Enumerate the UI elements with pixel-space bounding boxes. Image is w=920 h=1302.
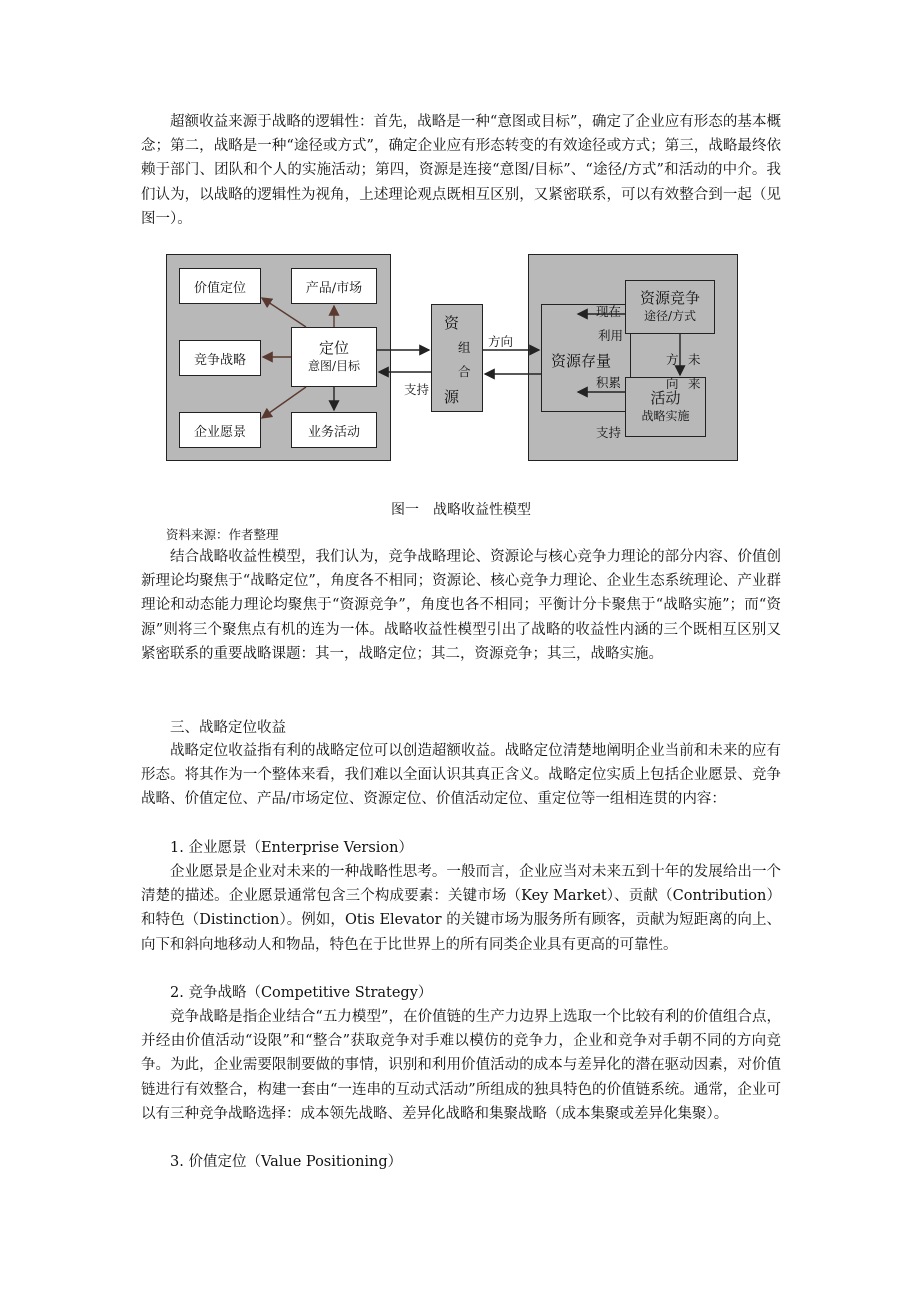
direction-vertical-1: 方 (666, 352, 679, 367)
business-activity-box: 业务活动 (291, 412, 377, 448)
paragraph-4: 企业愿景是企业对未来的一种战略性思考。一般而言，企业应当对未来五到十年的发展给出一个清楚的描述。企业愿景通常包含三个构成要素：关键市场（Key Market）、贡献（Contribution）和特色（Distinction）。例如，Otis Elevator 的关键市场为服务所有顾客，贡献为短距离的向上、向下和斜向地移动人和物品，特色在于比世界上的所有同类企业具有更高的可靠性。 (141, 864, 781, 953)
accumulate-label: 积累 (596, 375, 622, 390)
resource-char-2: 组 (458, 340, 471, 355)
item-3-heading: 3. 价值定位（Value Positioning） (170, 1154, 403, 1170)
direction-vertical-2: 向 (666, 376, 679, 391)
activity-title: 活动 (650, 389, 681, 407)
positioning-title: 定位 (318, 339, 349, 357)
future-vertical-1: 未 (688, 352, 701, 367)
resource-competition-title: 资源竞争 (639, 289, 700, 307)
paragraph-2: 结合战略收益性模型，我们认为，竞争战略理论、资源论与核心竞争力理论的部分内容、价值创新理论均聚焦于“战略定位”，角度各不相同；资源论、核心竞争力理论、企业生态系统理论、产业群理论和动态能力理论均聚焦于“资源竞争”，角度也各不相同；平衡计分卡聚焦于“战略实施”；而“资源”则将三个聚焦点有机的连为一体。战略收益性模型引出了战略的收益性内涵的三个既相互区别又紧密联系的重要战略课题：其一，战略定位；其二，资源竞争；其三，战略实施。 (141, 549, 781, 662)
resource-char-3: 合 (458, 364, 471, 379)
direction-label: 方向 (488, 334, 514, 349)
use-label: 利用 (598, 328, 624, 343)
enterprise-vision-box: 企业愿景 (179, 412, 261, 448)
diagram-arrows (166, 254, 738, 462)
activity-subtitle: 战略实施 (641, 409, 690, 423)
item-2-heading: 2. 竞争战略（Competitive Strategy） (170, 985, 433, 1001)
positioning-subtitle: 意图/目标 (307, 359, 361, 373)
resource-char-1: 资 (444, 314, 460, 332)
section-heading: 三、战略定位收益 (170, 720, 286, 736)
competitive-strategy-box: 竞争战略 (179, 340, 261, 376)
future-vertical-2: 来 (688, 376, 701, 391)
support-label-left: 支持 (404, 382, 430, 397)
resource-char-4: 源 (444, 388, 460, 406)
resource-competition-subtitle: 途径/方式 (643, 309, 697, 323)
paragraph-3: 战略定位收益指有利的战略定位可以创造超额收益。战略定位清楚地阐明企业当前和未来的应有形态。将其作为一个整体来看，我们难以全面认识其真正含义。战略定位实质上包括企业愿景、竞争战略、价值定位、产品/市场定位、资源定位、价值活动定位、重定位等一组相连贯的内容： (141, 743, 781, 808)
figure-caption: 图一 战略收益性模型 (391, 502, 531, 518)
product-market-box: 产品/市场 (291, 268, 377, 304)
figure-source: 资料来源：作者整理 (166, 527, 279, 542)
intro-paragraph: 超额收益来源于战略的逻辑性：首先，战略是一种“意图或目标”，确定了企业应有形态的基本概念；第二，战略是一种“途径或方式”，确定企业应有形态转变的有效途径或方式；第三，战略最终依赖于部门、团队和个人的实施活动；第四，资源是连接“意图/目标”、“途径/方式”和活动的中介。我们认为，以战略的逻辑性为视角，上述理论观点既相互区别，又紧密联系，可以有效整合到一起（见图一）。 (141, 114, 781, 227)
paragraph-5: 竞争战略是指企业结合“五力模型”，在价值链的生产力边界上选取一个比较有利的价值组合点，并经由价值活动“设限”和“整合”获取竞争对手难以模仿的竞争力，企业和竞争对手朝不同的方向竞争。为此，企业需要限制要做的事情，识别和利用价值活动的成本与差异化的潜在驱动因素，对价值链进行有效整合，构建一套由“一连串的互动式活动”所组成的独具特色的价值链系统。通常，企业可以有三种竞争战略选择：成本领先战略、差异化战略和集聚战略（成本集聚或差异化集聚）。 (141, 1009, 781, 1122)
value-positioning-box: 价值定位 (179, 268, 261, 304)
resource-stock-title: 资源存量 (551, 352, 612, 370)
now-label: 现在 (596, 304, 622, 319)
support-label-right: 支持 (596, 425, 622, 440)
strategy-profit-model-diagram (166, 254, 738, 462)
item-1-heading: 1. 企业愿景（Enterprise Version） (170, 840, 413, 856)
